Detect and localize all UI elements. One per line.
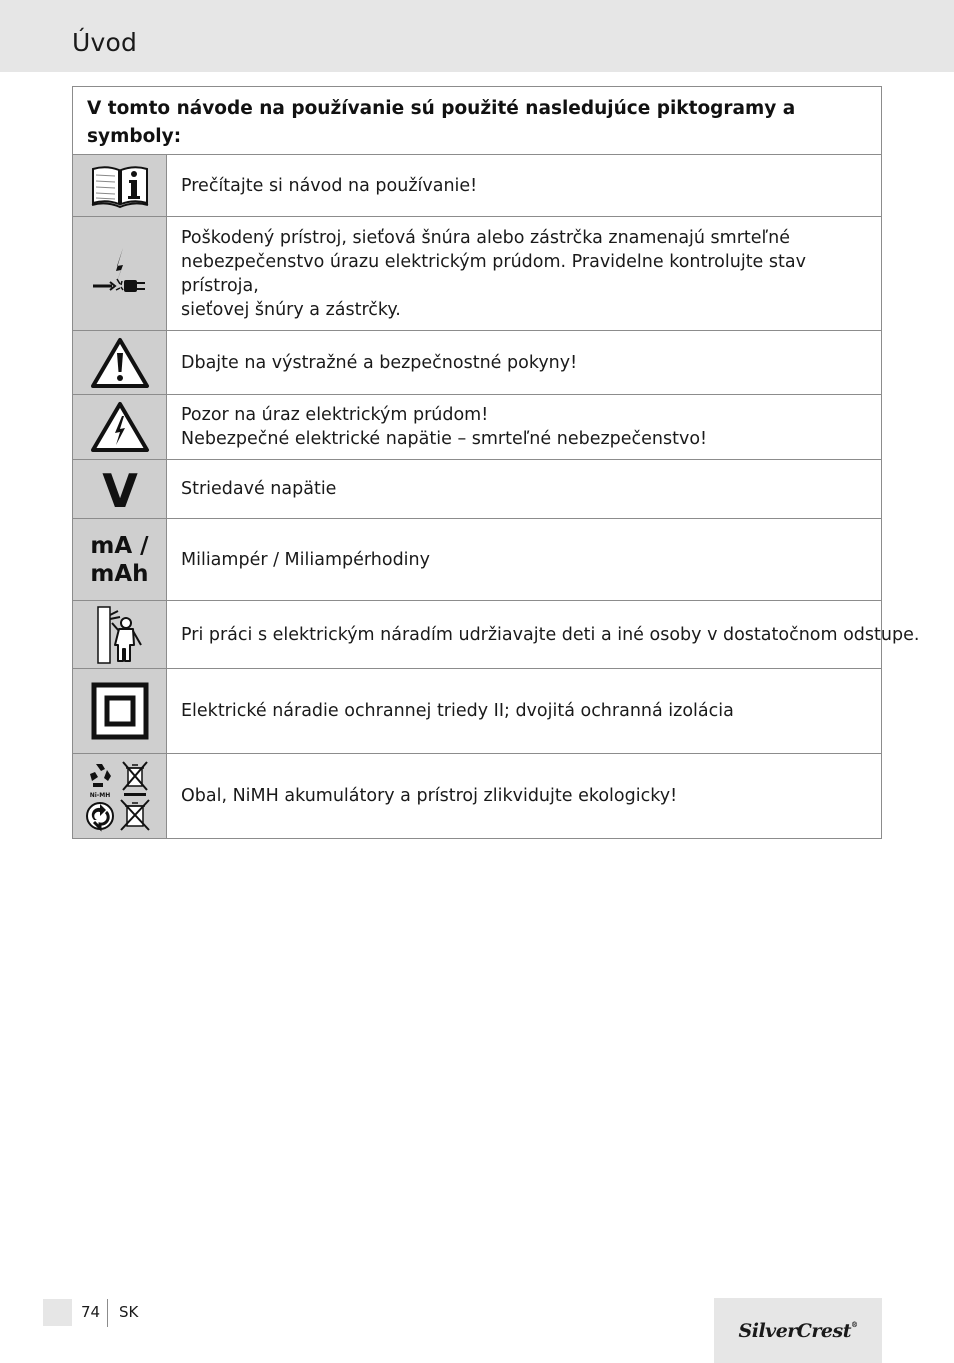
table-row bbox=[73, 395, 881, 460]
crossed-bin-icon bbox=[121, 800, 149, 830]
green-dot-icon bbox=[87, 803, 113, 829]
row-text-line: Nebezpečné elektrické napätie – smrteľné nebezpečenstvo! bbox=[181, 429, 708, 449]
table-row bbox=[73, 331, 881, 395]
table-row bbox=[73, 217, 881, 331]
symbols-table bbox=[72, 86, 920, 839]
registered-mark: ® bbox=[851, 1319, 858, 1329]
header-band bbox=[0, 0, 954, 72]
crossed-bin-icon bbox=[123, 762, 147, 796]
table-row bbox=[73, 601, 920, 669]
unit-line: mA / bbox=[90, 532, 149, 559]
electric-shock-warning-icon bbox=[73, 395, 167, 459]
brand-box bbox=[714, 1298, 882, 1363]
table-heading: V tomto návode na používanie sú použité nasledujúce piktogramy a symboly: bbox=[73, 87, 881, 155]
row-text-line: Pozor na úraz elektrickým prúdom! bbox=[181, 405, 489, 425]
voltage-symbol: V bbox=[101, 467, 138, 511]
protection-class-ii-icon bbox=[73, 669, 167, 753]
row-text bbox=[167, 217, 881, 330]
milliampere-label bbox=[73, 519, 167, 600]
alternating-voltage-icon bbox=[73, 460, 167, 518]
unit-line: mAh bbox=[90, 560, 149, 587]
row-text-line: Poškodený prístroj, sieťová šnúra alebo zástrčka znamenajú smrteľné bbox=[181, 227, 790, 248]
table-row bbox=[73, 155, 881, 217]
eco-disposal-icon bbox=[73, 754, 167, 838]
brand-logo bbox=[739, 1320, 858, 1342]
recycling-icon bbox=[90, 764, 111, 787]
row-text-line: nebezpečenstvo úrazu elektrickým prúdom. Pravidelne kontrolujte stav prístroja, bbox=[181, 251, 806, 296]
row-text: Pri práci s elektrickým náradím udržiavajte deti a iné osoby v dostatočnom odstupe. bbox=[181, 624, 920, 645]
row-text-line: sieťovej šnúry a zástrčky. bbox=[181, 299, 401, 320]
language-code: SK bbox=[119, 1303, 139, 1321]
table-row bbox=[73, 754, 881, 838]
table-row bbox=[73, 519, 881, 601]
keep-children-away-icon bbox=[73, 601, 167, 668]
table-row bbox=[73, 460, 881, 519]
page-title: Úvod bbox=[72, 28, 138, 57]
row-text: Dbajte na výstražné a bezpečnostné pokyny! bbox=[181, 352, 578, 373]
nimh-label: Ni-MH bbox=[89, 792, 110, 799]
read-manual-icon bbox=[73, 155, 167, 216]
page-number: 74 bbox=[81, 1303, 101, 1321]
damaged-cable-icon bbox=[73, 217, 167, 330]
footer-divider bbox=[107, 1299, 108, 1327]
table-row bbox=[73, 669, 881, 754]
warning-triangle-icon bbox=[73, 331, 167, 394]
brand-name: SilverCrest bbox=[738, 1319, 851, 1342]
row-text bbox=[167, 395, 881, 459]
row-text: Obal, NiMH akumulátory a prístroj zlikvidujte ekologicky! bbox=[181, 786, 678, 806]
footer-tab bbox=[43, 1299, 72, 1326]
row-text: Elektrické náradie ochrannej triedy II; dvojitá ochranná izolácia bbox=[181, 701, 734, 721]
row-text: Striedavé napätie bbox=[181, 479, 337, 499]
row-text: Miliampér / Miliampérhodiny bbox=[181, 549, 430, 570]
row-text: Prečítajte si návod na používanie! bbox=[181, 175, 478, 196]
